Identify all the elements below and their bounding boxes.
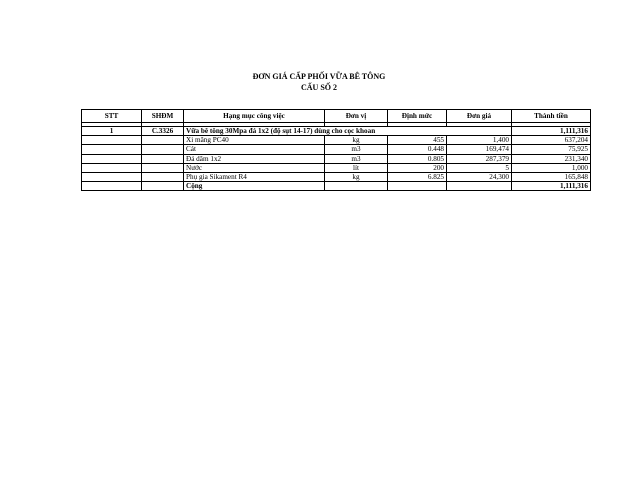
row-item: Đá dăm 1x2 [184, 154, 325, 163]
row-norm: 0.805 [388, 154, 447, 163]
table-row [82, 163, 591, 172]
table-row [82, 173, 591, 182]
row-unit: m3 [325, 145, 388, 154]
row-unit: kg [325, 136, 388, 145]
header-shdm: SHĐM [142, 110, 184, 123]
header-amount: Thành tiền [512, 110, 591, 123]
row-unit: m3 [325, 154, 388, 163]
document-title: ĐƠN GIÁ CẤP PHỐI VỮA BÊ TÔNG [252, 72, 386, 81]
row-price: 24,300 [447, 173, 512, 182]
row-item: Nước [184, 163, 325, 172]
main-shdm: C.3326 [142, 127, 184, 136]
table-row [82, 145, 591, 154]
row-amount: 637,204 [512, 136, 591, 145]
row-amount: 1,000 [512, 163, 591, 172]
header-unit: Đơn vị [325, 110, 388, 123]
header-stt: STT [82, 110, 142, 123]
row-amount: 231,340 [512, 154, 591, 163]
row-item: Cát [184, 145, 325, 154]
main-stt: 1 [82, 127, 142, 136]
table-row [82, 136, 591, 145]
table-header-row [82, 110, 591, 123]
row-unit: lít [325, 163, 388, 172]
row-item: Phụ gia Sikament R4 [184, 173, 325, 182]
cost-table [81, 109, 591, 191]
total-label: Cộng [184, 182, 325, 191]
row-norm: 455 [388, 136, 447, 145]
row-price: 5 [447, 163, 512, 172]
row-price: 1,400 [447, 136, 512, 145]
document-subtitle: CẤU SỐ 2 [300, 83, 337, 92]
header-price: Đơn giá [447, 110, 512, 123]
table-row [82, 154, 591, 163]
header-norm: Định mức [388, 110, 447, 123]
total-amount: 1,111,316 [512, 182, 591, 191]
header-item: Hạng mục công việc [184, 110, 325, 123]
row-item: Xi măng PC40 [184, 136, 325, 145]
row-price: 287,379 [447, 154, 512, 163]
main-item-row [82, 127, 591, 136]
total-row [82, 182, 591, 191]
row-norm: 0.448 [388, 145, 447, 154]
row-price: 169,474 [447, 145, 512, 154]
main-item: Vữa bê tông 30Mpa đá 1x2 (độ sụt 14-17) dùng cho cọc khoan [184, 127, 512, 136]
row-amount: 165,848 [512, 173, 591, 182]
row-norm: 6.825 [388, 173, 447, 182]
row-unit: kg [325, 173, 388, 182]
main-amount: 1,111,316 [512, 127, 591, 136]
row-amount: 75,925 [512, 145, 591, 154]
row-norm: 200 [388, 163, 447, 172]
